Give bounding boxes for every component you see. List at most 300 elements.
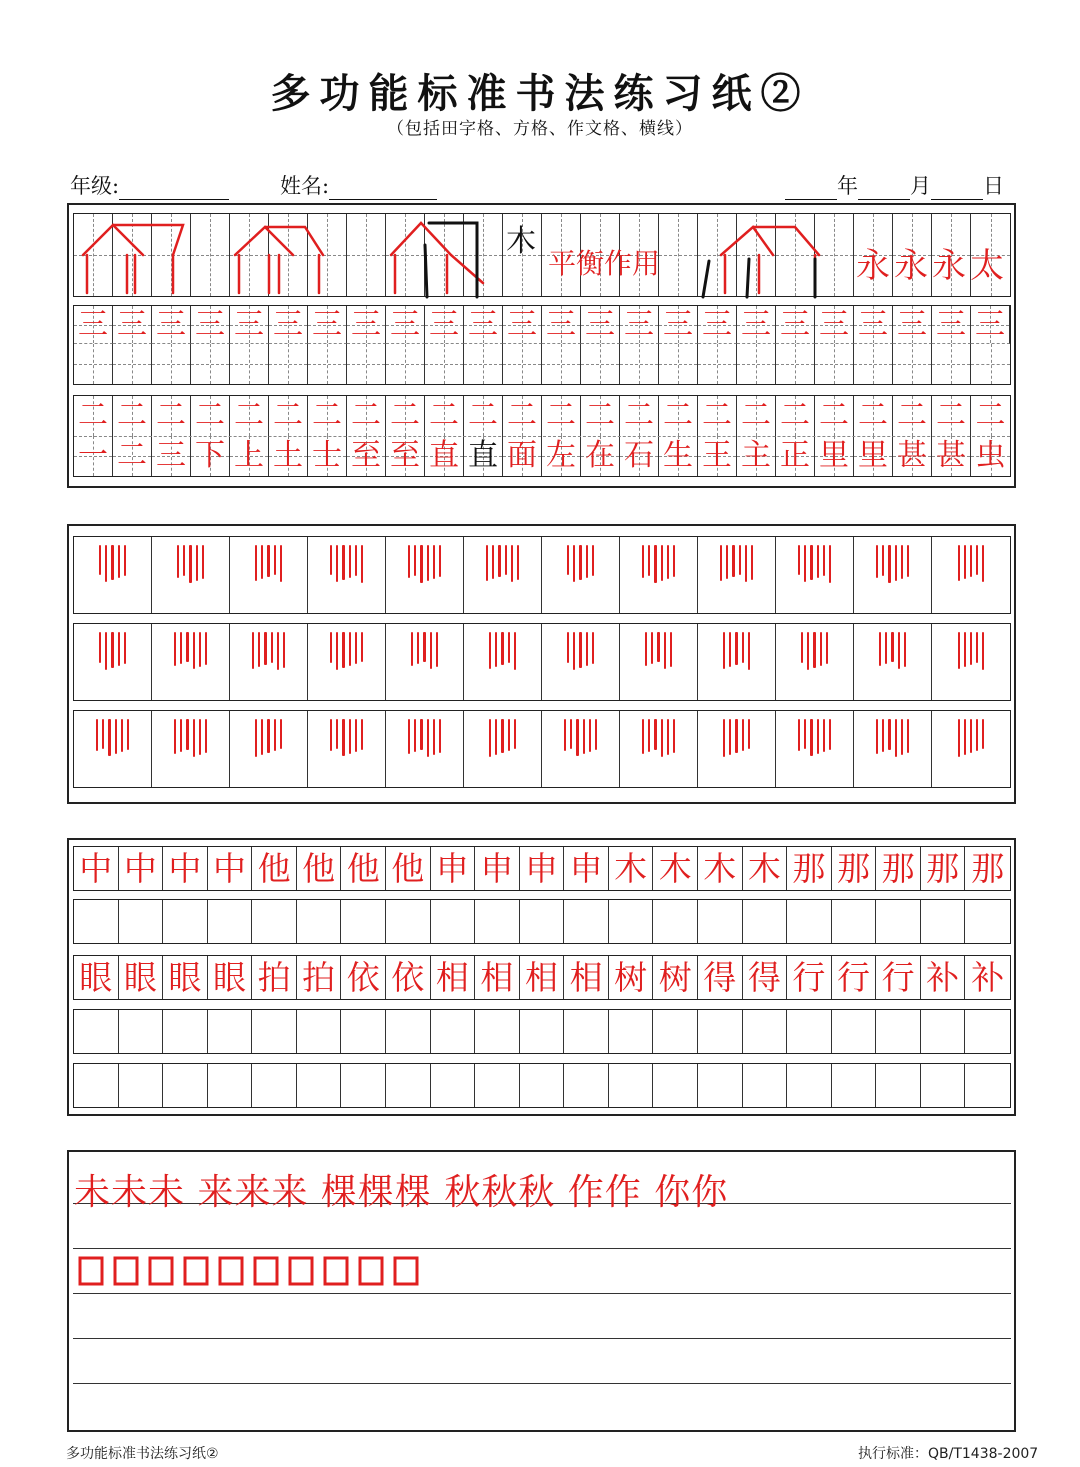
tianzige-cell [971, 344, 1010, 384]
vertical-stroke [267, 545, 269, 577]
zuowenge-cell [876, 1064, 921, 1107]
vertical-stroke [427, 719, 429, 757]
zuowenge-cell [832, 1064, 877, 1107]
zuowenge-cell [921, 1064, 966, 1107]
vertical-stroke [661, 545, 663, 581]
stroke-practice [798, 711, 831, 759]
tianzige-cell: 三 [503, 306, 542, 344]
vertical-stroke [723, 632, 725, 669]
stroke-practice [958, 711, 985, 759]
day-label: 日 [983, 174, 1004, 198]
tianzige-cell: 二 [776, 396, 815, 436]
stroke-practice [177, 537, 204, 585]
tianzige-cell: 至 [347, 436, 386, 476]
zuowenge-cell [163, 1064, 208, 1107]
zuowenge-cell [520, 1064, 565, 1107]
zuowenge-cell [876, 1010, 921, 1053]
vertical-stroke [205, 719, 207, 753]
fangge-cell [386, 624, 464, 700]
vertical-stroke [280, 545, 282, 582]
zuowenge-cell: 木 [653, 847, 698, 890]
stroke-practice [96, 711, 129, 759]
vertical-stroke [111, 632, 113, 668]
vertical-stroke [108, 719, 110, 756]
vertical-stroke [336, 719, 338, 749]
vertical-stroke [958, 719, 960, 757]
zuowenge-cell: 中 [119, 847, 164, 890]
vertical-stroke [423, 632, 425, 662]
zuowenge-cell [341, 900, 386, 943]
vertical-stroke [891, 632, 893, 662]
tianzige-cell [581, 344, 620, 384]
vertical-stroke [174, 719, 176, 754]
vertical-stroke [514, 632, 516, 670]
tianzige-row-3-bottom [74, 436, 1010, 476]
zuowenge-cell: 他 [297, 847, 342, 890]
stroke-practice [567, 624, 594, 672]
tianzige-cell: 二 [308, 396, 347, 436]
zuowenge-cell [386, 1010, 431, 1053]
tianzige-cell: 三 [464, 306, 503, 344]
stroke-practice [99, 624, 126, 672]
zuowenge-cell: 木 [609, 847, 654, 890]
house-1-ridge [113, 225, 183, 255]
tianzige-cell: 三 [425, 306, 464, 344]
ruled-line [73, 1338, 1011, 1339]
vertical-stroke [361, 632, 363, 662]
vertical-stroke [255, 545, 257, 581]
tianzige-cell: 甚 [893, 436, 932, 476]
zuowenge-cell: 相 [431, 956, 476, 999]
vertical-stroke [882, 545, 884, 576]
zuowenge-cell [787, 1064, 832, 1107]
tianzige-cell: 二 [191, 396, 230, 436]
fangge-cell [620, 624, 698, 700]
vertical-stroke [408, 719, 410, 754]
zuowenge-cell: 相 [564, 956, 609, 999]
footer-left: 多功能标准书法练习纸② [66, 1446, 219, 1462]
vertical-stroke [813, 632, 815, 668]
zuowenge-cell [965, 1010, 1010, 1053]
ruled-line [73, 1248, 1011, 1249]
tianzige-cell [464, 344, 503, 384]
zuowenge-cell [119, 1010, 164, 1053]
vertical-stroke [826, 632, 828, 664]
tianzige-cell [347, 344, 386, 384]
tianzige-cell: 二 [230, 396, 269, 436]
fangge-cell [74, 537, 152, 613]
tianzige-cell: 至 [386, 436, 425, 476]
zuowenge-cell [252, 1010, 297, 1053]
fangge-cell [542, 711, 620, 787]
house-4-walls [725, 255, 815, 293]
tianzige-cell: 三 [542, 306, 581, 344]
zuowenge-cell: 那 [971, 849, 1005, 888]
vertical-stroke [186, 632, 188, 662]
vertical-stroke [436, 632, 438, 667]
tianzige-cell: 二 [113, 396, 152, 436]
zuowenge-cell [921, 1010, 966, 1053]
fangge-cell [152, 624, 230, 700]
vertical-stroke [654, 545, 656, 583]
tianzige-cell: 三 [971, 306, 1010, 344]
zuowenge-cell [564, 1010, 609, 1053]
tianzige-cell: 三 [308, 306, 347, 344]
vertical-stroke [876, 545, 878, 578]
fangge-cell [776, 711, 854, 787]
vertical-stroke [586, 545, 588, 578]
stroke-practice [958, 624, 985, 672]
tianzige-cell: 二 [971, 396, 1010, 436]
vertical-stroke [829, 719, 831, 750]
zuowenge-cell: 中 [74, 847, 119, 890]
zuowenge-cell: 木 [743, 847, 788, 890]
zuowenge-cell [787, 900, 832, 943]
vertical-stroke [829, 545, 831, 583]
zuowenge-cell [653, 1064, 698, 1107]
tianzige-cell: 三 [347, 306, 386, 344]
tianzige-cell: 土 [269, 436, 308, 476]
tianzige-cell: 正 [776, 436, 815, 476]
zuowenge-cell: 他 [252, 847, 297, 890]
zuowenge-cell: 那 [832, 847, 877, 890]
tianzige-cell: 三 [776, 306, 815, 344]
fangge-cell [854, 624, 932, 700]
stroke-practice [255, 537, 282, 585]
kou-square [360, 1258, 382, 1284]
tianzige-cell: 二 [932, 396, 971, 436]
vertical-stroke [901, 545, 903, 579]
zuowenge-cell: 行 [787, 956, 832, 999]
vertical-stroke [982, 545, 984, 582]
tianzige-cell: 甚 [932, 436, 971, 476]
vertical-stroke [199, 719, 201, 755]
zuowenge-cell [743, 1010, 788, 1053]
tianzige-cell [737, 344, 776, 384]
fangge-cell [620, 711, 698, 787]
zuowenge-cell [208, 1064, 253, 1107]
tianzige-cell [503, 344, 542, 384]
vertical-stroke [735, 719, 737, 753]
vertical-stroke [739, 545, 741, 575]
vertical-stroke [96, 719, 98, 751]
stroke-practice [720, 537, 753, 585]
vertical-stroke [433, 719, 435, 755]
vertical-stroke [255, 719, 257, 757]
vertical-stroke [264, 632, 266, 665]
zuowenge-cell [609, 1010, 654, 1053]
tianzige-cell: 三 [581, 306, 620, 344]
tianzige-cell [854, 344, 893, 384]
zuowenge-cell [475, 900, 520, 943]
tianzige-cell: 三 [386, 306, 425, 344]
house-1-roof [83, 225, 143, 255]
vertical-stroke [820, 632, 822, 666]
zuowenge-cell: 申 [475, 847, 520, 890]
fangge-cell [776, 624, 854, 700]
tianzige-cell: 面 [503, 436, 542, 476]
vertical-stroke [670, 632, 672, 667]
zuowenge-cell: 中 [163, 847, 208, 890]
zuowenge-row-4 [73, 1009, 1011, 1054]
vertical-stroke [193, 632, 195, 669]
vertical-stroke [898, 632, 900, 669]
tianzige-cell: 主 [737, 436, 776, 476]
vertical-stroke [958, 632, 960, 669]
fangge-cell [308, 711, 386, 787]
fangge-cell [542, 624, 620, 700]
stroke-practice [801, 624, 828, 672]
house-3-walls [395, 255, 447, 293]
vertical-stroke [592, 632, 594, 664]
fangge-cell [464, 537, 542, 613]
tianzige-cell: 石 [620, 436, 659, 476]
tianzige-cell: 直 [425, 436, 464, 476]
vertical-stroke [489, 719, 491, 757]
tianzige-cell [932, 344, 971, 384]
grade-field[interactable] [70, 170, 229, 200]
fangge-cell [464, 624, 542, 700]
zuowenge-cell: 眼 [119, 956, 164, 999]
tianzige-cell: 二 [386, 396, 425, 436]
fangge-cell [152, 537, 230, 613]
vertical-stroke [111, 545, 113, 580]
vertical-stroke [349, 719, 351, 754]
vertical-stroke [336, 545, 338, 582]
kou-square [325, 1258, 347, 1284]
zuowenge-cell [520, 1010, 565, 1053]
vertical-stroke [751, 545, 753, 580]
vertical-stroke [277, 632, 279, 670]
zuowenge-cell [431, 1010, 476, 1053]
zuowenge-cell [965, 1064, 1010, 1107]
vertical-stroke [901, 719, 903, 755]
zuowenge-cell [921, 900, 966, 943]
zuowenge-cell [564, 1064, 609, 1107]
vertical-stroke [976, 719, 978, 751]
tianzige-cell: 二 [893, 396, 932, 436]
stroke-practice [489, 624, 516, 672]
vertical-stroke [810, 719, 812, 756]
zuowenge-cell [297, 1010, 342, 1053]
fangge-cell [542, 537, 620, 613]
tianzige-cell: 二 [74, 396, 113, 436]
tianzige-cell: 三 [620, 306, 659, 344]
vertical-stroke [648, 545, 650, 576]
stroke-practice [642, 537, 675, 585]
kou-square [150, 1258, 172, 1284]
zuowenge-cell: 眼 [208, 956, 253, 999]
vertical-stroke [648, 719, 650, 752]
fangge-cell [464, 711, 542, 787]
fangge-cell [620, 537, 698, 613]
zuowenge-cell: 申 [431, 847, 476, 890]
vertical-stroke [420, 545, 422, 583]
fangge-cell [386, 537, 464, 613]
year-label: 年 [837, 174, 858, 198]
zuowenge-cell: 补 [971, 958, 1005, 997]
stroke-practice [642, 711, 675, 759]
page-title: 多功能标准书法练习纸② [270, 70, 810, 117]
tianzige-cell: 士 [308, 436, 347, 476]
vertical-stroke [798, 719, 800, 751]
ruled-line [73, 1383, 1011, 1384]
vertical-stroke [564, 719, 566, 751]
zuowenge-cell: 补 [921, 956, 966, 999]
vertical-stroke [879, 632, 881, 666]
ruled-line [73, 1293, 1011, 1294]
zuowenge-cell [386, 900, 431, 943]
vertical-stroke [495, 719, 497, 755]
tianzige-cell: 二 [152, 396, 191, 436]
zuowenge-cell [119, 900, 164, 943]
tianzige-cell [308, 344, 347, 384]
vertical-stroke [642, 719, 644, 754]
zuowenge-cell [832, 900, 877, 943]
zuowenge-cell: 木 [698, 847, 743, 890]
vertical-stroke [252, 632, 254, 669]
stroke-practice [255, 711, 282, 759]
vertical-stroke [964, 719, 966, 755]
zuowenge-cell: 相 [520, 956, 565, 999]
tianzige-cell [113, 344, 152, 384]
vertical-stroke [748, 719, 750, 749]
fangge-cell [230, 537, 308, 613]
vertical-stroke [726, 545, 728, 579]
vertical-stroke [342, 545, 344, 580]
vertical-stroke [801, 632, 803, 663]
fangge-cell [776, 537, 854, 613]
tianzige-cell [815, 344, 854, 384]
tianzige-cell: 王 [698, 436, 737, 476]
stroke-practice [99, 537, 126, 585]
kou-square [255, 1258, 277, 1284]
stroke-practice [174, 711, 207, 759]
tianzige-cell: 三 [698, 306, 737, 344]
zuowenge-cell: 依 [341, 956, 386, 999]
vertical-stroke [498, 545, 500, 577]
tianzige-cell: 二 [503, 396, 542, 436]
vertical-stroke [823, 719, 825, 752]
vertical-stroke [355, 545, 357, 576]
tianzige-cell [191, 344, 230, 384]
tianzige-cell: 三 [113, 306, 152, 344]
tianzige-cell: 左 [542, 436, 581, 476]
vertical-stroke [657, 632, 659, 662]
vertical-stroke [118, 545, 120, 578]
vertical-stroke [735, 632, 737, 665]
vertical-stroke [105, 545, 107, 582]
tianzige-row-3 [73, 395, 1011, 477]
zuowenge-cell [341, 1064, 386, 1107]
vertical-stroke [196, 545, 198, 581]
vertical-stroke [102, 719, 104, 749]
tianzige-cell: 三 [74, 306, 113, 344]
date-field[interactable] [785, 170, 1004, 200]
fangge-cell [74, 624, 152, 700]
zuowenge-cell: 那 [921, 847, 966, 890]
vertical-stroke [336, 632, 338, 670]
vertical-stroke [118, 632, 120, 666]
stroke-practice [330, 711, 363, 759]
zuowenge-row-2 [73, 899, 1011, 944]
tianzige-cell: 二 [659, 396, 698, 436]
tianzige-cell: 二 [542, 396, 581, 436]
zuowenge-cell [163, 1010, 208, 1053]
stroke-practice [330, 624, 363, 672]
house-2-roof [235, 227, 323, 255]
vertical-stroke [742, 719, 744, 751]
vertical-stroke [330, 545, 332, 575]
vertical-stroke [430, 632, 432, 669]
zuowenge-cell [832, 1010, 877, 1053]
house-1-walls [87, 255, 173, 293]
vertical-stroke [439, 545, 441, 577]
tianzige-cell: 二 [464, 396, 503, 436]
zuowenge-cell [297, 900, 342, 943]
vertical-stroke [514, 719, 516, 749]
stroke-practice [486, 537, 519, 585]
zuowenge-cell [743, 900, 788, 943]
kou-square [115, 1258, 137, 1284]
name-field[interactable] [280, 170, 437, 200]
vertical-stroke [732, 545, 734, 577]
vertical-stroke [202, 545, 204, 579]
tianzige-row-3-top [74, 396, 1010, 436]
tianzige-cell [425, 344, 464, 384]
zuowenge-cell: 申 [520, 847, 565, 890]
tianzige-cell: 三 [815, 306, 854, 344]
row-3-divider [74, 436, 1010, 437]
vertical-stroke [976, 632, 978, 663]
vertical-stroke [199, 632, 201, 667]
vertical-stroke [723, 719, 725, 757]
vertical-stroke [274, 719, 276, 751]
kou-square [290, 1258, 312, 1284]
tianzige-cell: 三 [932, 306, 971, 344]
zuowenge-cell: 得 [698, 956, 743, 999]
zuowenge-cell: 他 [386, 847, 431, 890]
vertical-stroke [280, 719, 282, 749]
tianzige-cell [269, 344, 308, 384]
vertical-stroke [124, 632, 126, 664]
fangge-row-1 [73, 536, 1011, 614]
stroke-practice [723, 624, 750, 672]
vertical-stroke [817, 545, 819, 578]
vertical-stroke [579, 545, 581, 580]
vertical-stroke [180, 719, 182, 752]
stroke-practice [876, 711, 909, 759]
lined-text-row-1: 未未未 来来来 棵棵棵 秋秋秋 作作 你你 [74, 1172, 729, 1213]
tai: 太 [970, 246, 1008, 286]
vertical-stroke [495, 632, 497, 667]
house-2-walls [239, 255, 319, 293]
yong-1: 永 [856, 246, 894, 286]
vertical-stroke [261, 719, 263, 755]
vertical-stroke [817, 719, 819, 754]
stroke-practice [876, 537, 909, 585]
vertical-stroke [349, 632, 351, 666]
fangge-row-2 [73, 623, 1011, 701]
kou-square [185, 1258, 207, 1284]
vertical-stroke [486, 545, 488, 581]
zuowenge-cell [431, 900, 476, 943]
vertical-stroke [573, 545, 575, 582]
vertical-stroke [595, 719, 597, 750]
vertical-stroke [271, 632, 273, 663]
yong-2: 永 [894, 246, 932, 286]
vertical-stroke [651, 632, 653, 664]
